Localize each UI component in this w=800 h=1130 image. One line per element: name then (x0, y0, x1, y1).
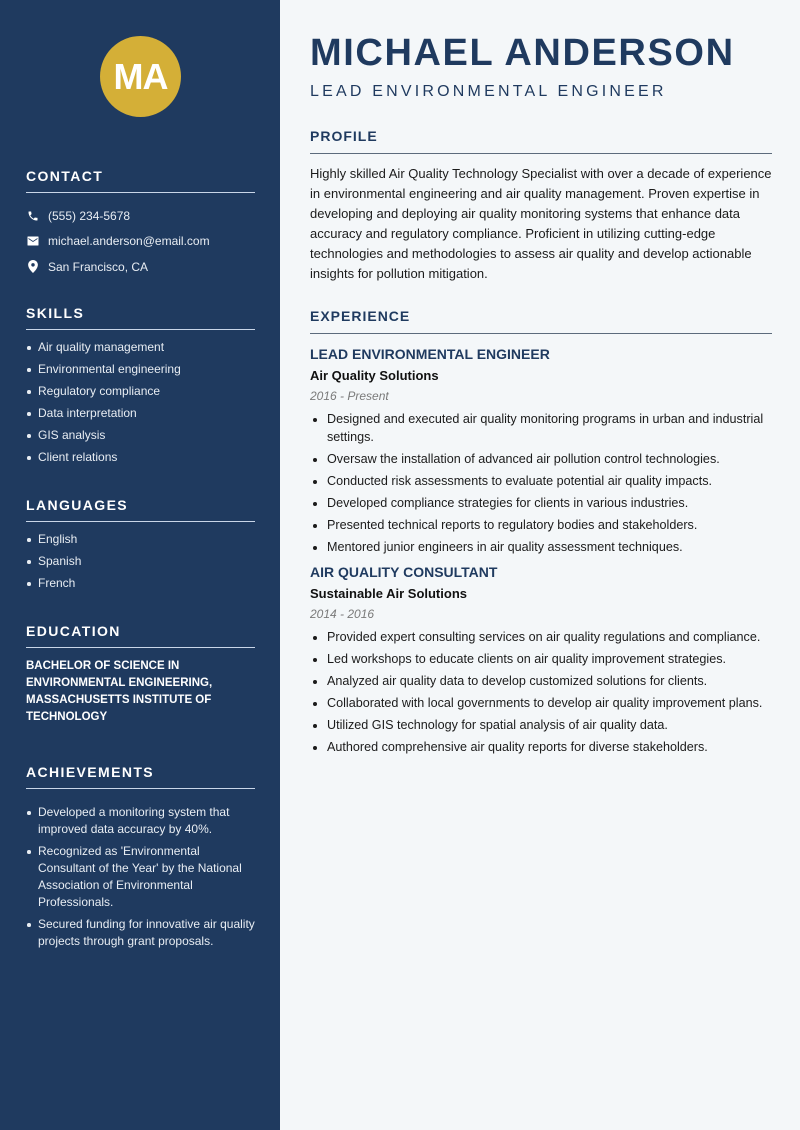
skills-section (26, 305, 255, 471)
email-icon (26, 234, 40, 248)
profile-section (310, 128, 772, 284)
job-bullet: Mentored junior engineers in air quality assessment techniques. (310, 539, 772, 557)
skill-item: Client relations (26, 449, 255, 466)
job-bullets (310, 629, 772, 757)
avatar-initials: MA (113, 55, 168, 97)
avatar (100, 36, 181, 117)
skill-item: GIS analysis (26, 427, 255, 444)
job-company: Sustainable Air Solutions (310, 586, 467, 601)
job-dates: 2014 - 2016 (310, 607, 375, 621)
languages-section (26, 497, 255, 597)
job-bullet: Oversaw the installation of advanced air pollution control technologies. (310, 451, 772, 469)
location-pin-icon (26, 260, 40, 274)
job-bullet: Led workshops to educate clients on air quality improvement strategies. (310, 651, 772, 669)
job-bullet: Authored comprehensive air quality reports for diverse stakeholders. (310, 739, 772, 757)
sidebar (0, 0, 280, 1130)
job-bullet: Utilized GIS technology for spatial analysis of air quality data. (310, 717, 772, 735)
skill-item: Data interpretation (26, 405, 255, 422)
job-bullet: Presented technical reports to regulatory bodies and stakeholders. (310, 517, 772, 535)
job-bullet: Provided expert consulting services on air quality regulations and compliance. (310, 629, 772, 647)
contact-location (26, 254, 255, 280)
achievement-item: Secured funding for innovative air quality projects through grant proposals. (26, 916, 255, 950)
achievements-list (26, 804, 255, 950)
job-entry (310, 564, 772, 757)
candidate-name: MICHAEL ANDERSON (310, 32, 735, 74)
achievements-heading: ACHIEVEMENTS (26, 764, 255, 789)
job-bullet: Developed compliance strategies for clients in various industries. (310, 495, 772, 513)
skill-item: Air quality management (26, 339, 255, 356)
education-section (26, 623, 255, 726)
achievement-item: Recognized as 'Environmental Consultant of the Year' by the National Association of Environmental Professionals. (26, 843, 255, 911)
job-bullets (310, 411, 772, 556)
contact-heading: CONTACT (26, 168, 255, 193)
languages-heading: LANGUAGES (26, 497, 255, 522)
achievements-section (26, 764, 255, 955)
education-degree: BACHELOR OF SCIENCE IN ENVIRONMENTAL ENGINEERING, MASSACHUSETTS INSTITUTE OF TECHNOLOGY (26, 660, 213, 723)
job-bullet: Analyzed air quality data to develop customized solutions for clients. (310, 673, 772, 691)
phone-text: (555) 234-5678 (48, 208, 131, 223)
job-title: LEAD ENVIRONMENTAL ENGINEER (310, 346, 550, 362)
contact-email (26, 229, 255, 255)
location-text: San Francisco, CA (48, 259, 149, 274)
contact-section (26, 168, 255, 280)
skills-heading: SKILLS (26, 305, 255, 330)
job-dates: 2016 - Present (310, 389, 389, 403)
language-item: English (26, 531, 255, 548)
language-item: French (26, 575, 255, 592)
experience-section (310, 308, 772, 761)
job-bullet: Conducted risk assessments to evaluate potential air quality impacts. (310, 473, 772, 491)
job-company: Air Quality Solutions (310, 368, 439, 383)
language-item: Spanish (26, 553, 255, 570)
skill-item: Environmental engineering (26, 361, 255, 378)
skills-list (26, 339, 255, 466)
job-bullet: Collaborated with local governments to develop air quality improvement plans. (310, 695, 772, 713)
job-entry (310, 346, 772, 556)
profile-text: Highly skilled Air Quality Technology Specialist with over a decade of experience in environmental engineering and air quality management. Proven expertise in developing and deploying air quality monitoring systems that enhance data accuracy and regulatory compliance. Proficient in utilizing cutting-edge technologies and methodologies to assess air quality and develop actionable insights for pollution mitigation. (310, 166, 772, 281)
skill-item: Regulatory compliance (26, 383, 255, 400)
profile-heading: PROFILE (310, 128, 772, 154)
education-heading: EDUCATION (26, 623, 255, 648)
job-title: AIR QUALITY CONSULTANT (310, 564, 498, 580)
achievement-item: Developed a monitoring system that improved data accuracy by 40%. (26, 804, 255, 838)
languages-list (26, 531, 255, 592)
email-text: michael.anderson@email.com (48, 234, 210, 249)
candidate-role: LEAD ENVIRONMENTAL ENGINEER (310, 83, 667, 100)
job-bullet: Designed and executed air quality monitoring programs in urban and industrial settings. (310, 411, 772, 446)
phone-icon (26, 209, 40, 223)
experience-heading: EXPERIENCE (310, 308, 772, 334)
contact-phone (26, 203, 255, 229)
